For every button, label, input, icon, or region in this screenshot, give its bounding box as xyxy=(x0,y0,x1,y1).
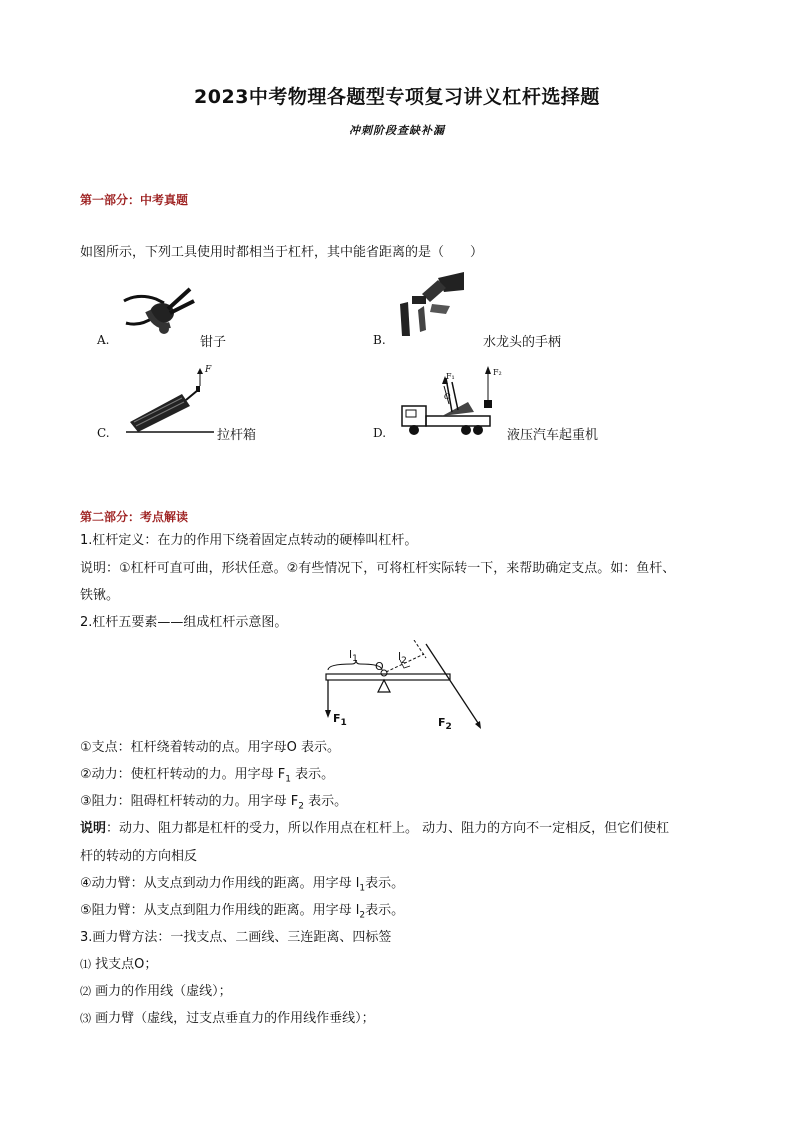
lever-label-f1: $F_1$ xyxy=(333,712,347,729)
element-fulcrum: ①支点：杠杆绕着转动的点。用字母O 表示。 xyxy=(80,740,341,755)
option-d-caption: 液压汽车起重机 xyxy=(507,428,599,443)
lever-label-o: O xyxy=(375,660,384,673)
option-b-letter: B. xyxy=(373,333,386,347)
note-line-1a: 说明：①杠杆可直可曲，形状任意。②有些情况下，可将杠杆实际转一下，来帮助确定支点。如：鱼杆、 xyxy=(80,561,676,576)
step-2: ⑵ 画力的作用线（虚线）； xyxy=(80,984,232,999)
lever-label-f2: $F_2$ xyxy=(438,716,452,733)
pliers-image xyxy=(118,283,198,338)
note-line-1b: 铁锹。 xyxy=(80,588,120,603)
lever-label-l2: $l_2$ xyxy=(398,650,407,667)
option-b-caption: 水龙头的手柄 xyxy=(483,335,562,350)
element-effort: ②动力：使杠杆转动的力。用字母 $F_1$ 表示。 xyxy=(80,767,335,785)
note-line-2b: 杆的转动的方向相反 xyxy=(80,849,198,864)
step-1: ⑴ 找支点O； xyxy=(80,957,158,972)
step-3: ⑶ 画力臂（虚线，过支点垂直力的作用线作垂线）； xyxy=(80,1011,375,1026)
option-a-caption: 钳子 xyxy=(200,335,227,350)
option-c-letter: C. xyxy=(97,426,110,440)
method-line: 3.画力臂方法：一找支点、二画线、三连距离、四标签 xyxy=(80,930,392,945)
element-load: ③阻力：阻碍杠杆转动的力。用字母 $F_2$ 表示。 xyxy=(80,794,348,812)
definition-line: 1.杠杆定义：在力的作用下绕着固定点转动的硬棒叫杠杆。 xyxy=(80,533,418,548)
page-title: 2023中考物理各题型专项复习讲义杠杆选择题 xyxy=(194,86,600,108)
option-d-label-o: O xyxy=(444,392,451,401)
element-load-arm: ⑤阻力臂：从支点到阻力作用线的距离。用字母 $l_2$表示。 xyxy=(80,903,405,921)
option-a-letter: A. xyxy=(97,333,110,347)
option-d-letter: D. xyxy=(373,426,387,440)
lever-label-l1: $l_1$ xyxy=(349,648,358,665)
page-subtitle: 冲刺阶段查缺补漏 xyxy=(349,124,445,137)
option-c-caption: 拉杆箱 xyxy=(217,428,257,443)
question-text: 如图所示，下列工具使用时都相当于杠杆，其中能省距离的是（ ） xyxy=(80,245,484,260)
note-line-2a: 说明：动力、阻力都是杠杆的受力，所以作用点在杠杆上。 动力、阻力的方向不一定相反，但它们使杠 xyxy=(80,821,670,836)
option-d-label-f1: F₁ xyxy=(446,372,455,381)
section-heading-part2: 第二部分：考点解读 xyxy=(80,510,189,524)
section-heading-part1: 第一部分：中考真题 xyxy=(80,193,189,207)
five-elements-line: 2.杠杆五要素——组成杠杆示意图。 xyxy=(80,615,288,630)
option-c-force-label: F xyxy=(205,365,212,375)
option-d-label-f2: F₂ xyxy=(493,368,502,377)
element-effort-arm: ④动力臂：从支点到动力作用线的距离。用字母 $l_1$表示。 xyxy=(80,876,405,894)
faucet-handle-image xyxy=(398,270,464,338)
trolley-case-image xyxy=(122,366,214,436)
